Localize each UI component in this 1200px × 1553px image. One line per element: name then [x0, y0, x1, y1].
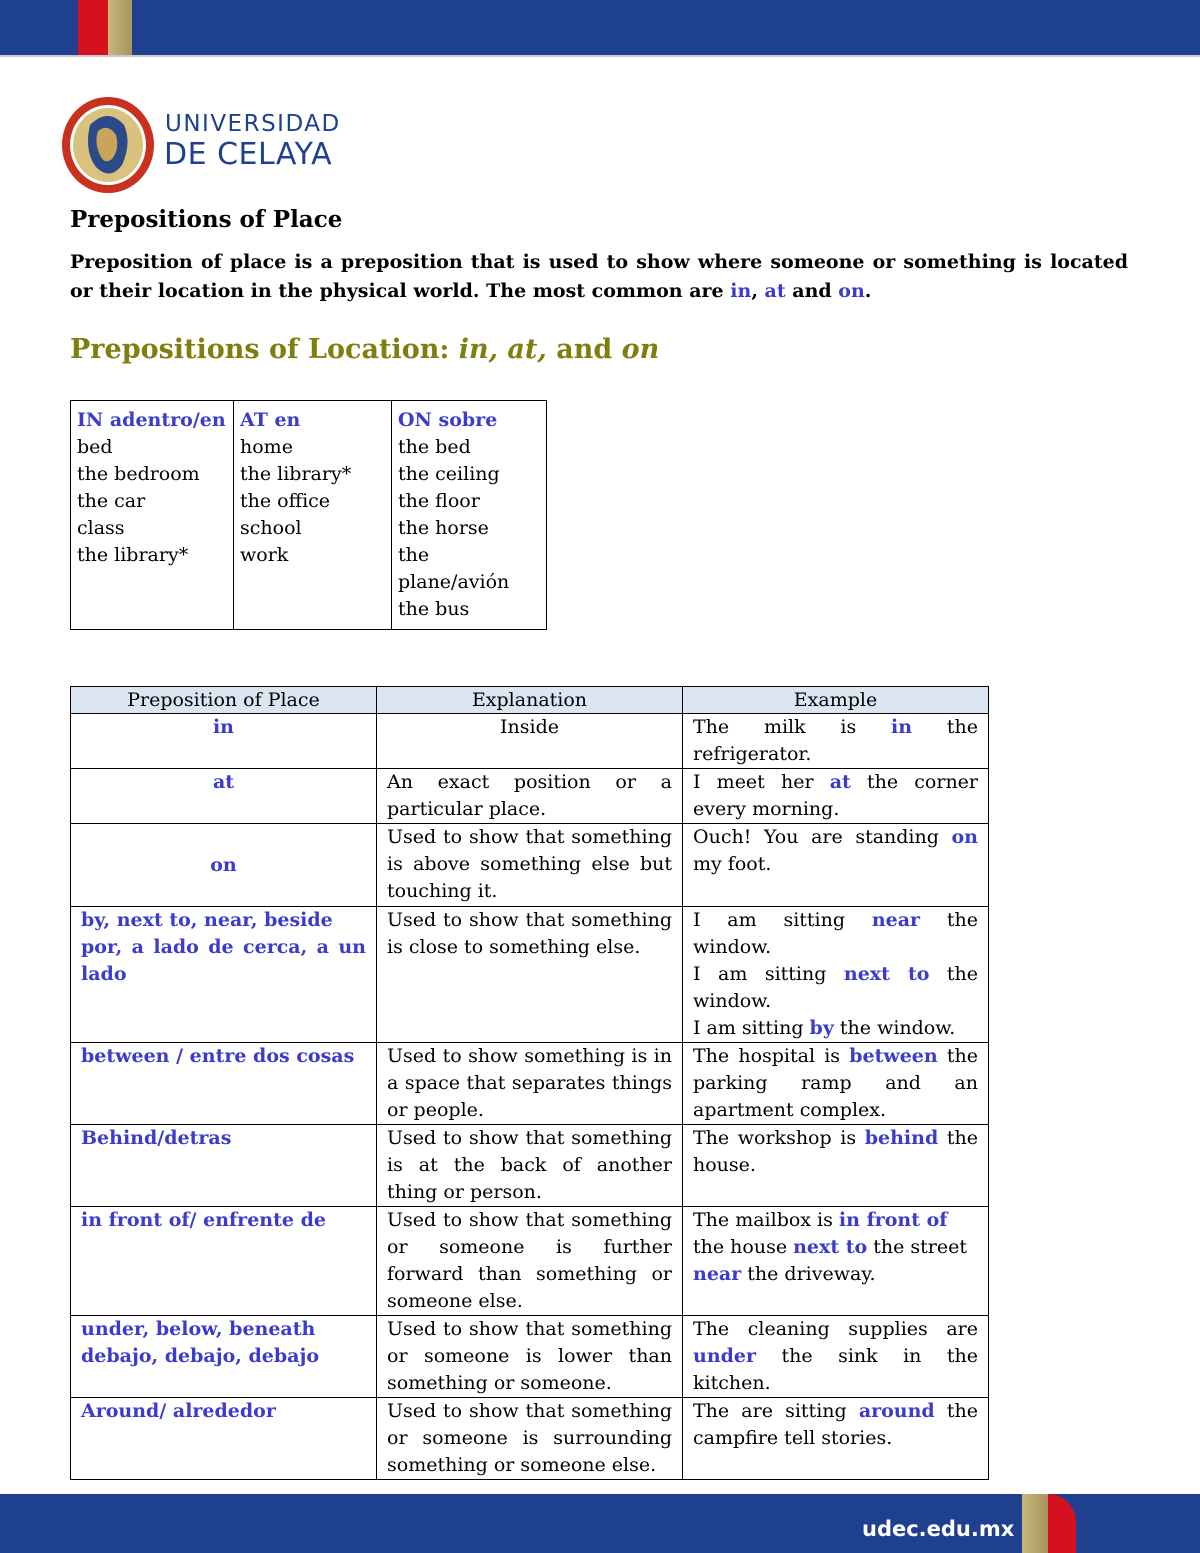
example-text: The milk is	[693, 716, 892, 738]
example-text: my foot.	[693, 853, 772, 875]
example-keyword: between	[849, 1045, 938, 1067]
example-keyword: in	[891, 716, 913, 738]
example-line	[693, 1015, 978, 1042]
location-column-in	[71, 401, 234, 630]
example-line	[693, 961, 978, 1015]
header-gold-stripe	[108, 0, 132, 55]
location-item: the library*	[77, 544, 189, 566]
page-title: Prepositions of Place	[70, 206, 343, 233]
example-text: I meet her	[693, 771, 830, 793]
footer-gold-stripe	[1022, 1494, 1048, 1553]
intro-on: on	[838, 280, 865, 302]
example-line	[693, 1398, 978, 1452]
explanation-cell: Used to show something is in a space that separates things or people.	[377, 1043, 683, 1125]
location-item: the floor	[398, 490, 480, 512]
example-keyword: at	[829, 771, 851, 793]
university-logo	[60, 95, 341, 195]
intro-text: Preposition of place is a preposition that is used to show where someone or something is located or their location in the physical world. The most common are	[70, 251, 1128, 302]
table-row	[71, 824, 989, 907]
example-text: the street	[867, 1236, 967, 1258]
heading-and: and	[546, 334, 622, 365]
heading-at: at,	[507, 334, 547, 365]
explanation-cell: Used to show that something is above something else but touching it.	[377, 824, 683, 907]
table-row	[71, 1398, 989, 1480]
example-line	[693, 1207, 978, 1234]
location-item: the plane/avión	[398, 544, 510, 593]
example-cell	[683, 1125, 989, 1207]
table-row	[71, 714, 989, 769]
example-keyword: near	[693, 1263, 742, 1285]
preposition-text: in front of/ enfrente de	[81, 1209, 326, 1231]
intro-and: and	[785, 280, 839, 302]
preposition-cell	[71, 1043, 377, 1125]
heading-in: in,	[458, 334, 499, 365]
preposition-text: por, a lado de cerca, a un lado	[81, 936, 366, 985]
preposition-cell	[71, 824, 377, 907]
example-text: The workshop is	[693, 1127, 865, 1149]
table-row	[71, 1125, 989, 1207]
location-table	[70, 400, 547, 630]
example-keyword: in front of	[838, 1209, 948, 1231]
preposition-text: debajo, debajo, debajo	[81, 1345, 320, 1367]
intro-at: at	[764, 280, 786, 302]
place-table	[70, 686, 989, 1480]
header-band	[0, 0, 1200, 55]
preposition-cell	[71, 1125, 377, 1207]
footer-url: udec.edu.mx	[862, 1517, 1015, 1541]
preposition-text: in	[212, 716, 235, 738]
header-red-stripe	[78, 0, 108, 55]
footer-band	[0, 1494, 1200, 1553]
location-column-at	[234, 401, 392, 630]
example-cell	[683, 769, 989, 824]
example-text: the corner every morning.	[693, 771, 979, 820]
example-cell	[683, 1043, 989, 1125]
example-keyword: next to	[793, 1236, 868, 1258]
example-cell	[683, 714, 989, 769]
example-text: the window.	[833, 1017, 956, 1039]
explanation-cell: Inside	[377, 714, 683, 769]
preposition-text: Around/ alrededor	[81, 1400, 276, 1422]
example-line	[693, 824, 978, 878]
table-row	[71, 1316, 989, 1398]
heading-prefix: Prepositions of Location:	[70, 334, 459, 365]
preposition-cell	[71, 1398, 377, 1480]
example-line	[693, 1316, 978, 1397]
example-keyword: under	[693, 1345, 757, 1367]
logo-text-universidad: UNIVERSIDAD	[165, 111, 341, 137]
example-text: the sink in the kitchen.	[693, 1345, 978, 1394]
location-item: the horse	[398, 517, 489, 539]
location-item: bed	[77, 436, 113, 458]
location-item: the car	[77, 490, 146, 512]
example-text: I am sitting	[693, 963, 844, 985]
explanation-cell: Used to show that something or someone is further forward than something or someone else.	[377, 1207, 683, 1316]
column-header-preposition: Preposition of Place	[71, 687, 377, 714]
section-heading	[70, 334, 659, 365]
example-text: the parking ramp and an apartment complex.	[693, 1045, 978, 1121]
example-text: Ouch! You are standing	[693, 826, 952, 848]
explanation-cell: Used to show that something or someone is surrounding something or someone else.	[377, 1398, 683, 1480]
explanation-cell: An exact position or a particular place.	[377, 769, 683, 824]
example-keyword: behind	[864, 1127, 939, 1149]
example-text: The cleaning supplies are	[693, 1318, 978, 1340]
preposition-cell	[71, 1316, 377, 1398]
preposition-cell	[71, 1207, 377, 1316]
example-text: The hospital is	[693, 1045, 850, 1067]
example-line	[693, 907, 978, 961]
example-keyword: on	[951, 826, 978, 848]
intro-in: in	[730, 280, 752, 302]
preposition-text: on	[210, 853, 237, 876]
example-text: the window.	[693, 909, 978, 958]
preposition-text: Behind/detras	[81, 1127, 232, 1149]
example-cell	[683, 1207, 989, 1316]
location-column-header: IN adentro/en	[77, 409, 226, 431]
preposition-cell	[71, 714, 377, 769]
example-keyword: next to	[843, 963, 930, 985]
example-cell	[683, 907, 989, 1043]
preposition-text: at	[212, 771, 235, 793]
intro-paragraph	[70, 248, 1128, 306]
preposition-cell	[71, 769, 377, 824]
example-text: the campfire tell stories.	[693, 1400, 978, 1449]
example-text: the house.	[693, 1127, 978, 1176]
location-item: the bus	[398, 598, 470, 620]
heading-on: on	[621, 334, 660, 365]
location-item: class	[77, 517, 125, 539]
explanation-cell: Used to show that something is at the back of another thing or person.	[377, 1125, 683, 1207]
location-column-header: AT en	[240, 409, 301, 431]
example-keyword: near	[871, 909, 921, 931]
location-item: the bed	[398, 436, 471, 458]
location-column-on	[392, 401, 547, 630]
example-text: The mailbox is	[693, 1209, 839, 1231]
logo-text-celaya: DE CELAYA	[164, 137, 333, 172]
intro-comma: ,	[751, 280, 765, 302]
example-text: the house	[693, 1236, 794, 1258]
example-line	[693, 1043, 978, 1124]
table-row	[71, 1043, 989, 1125]
explanation-cell: Used to show that something is close to something else.	[377, 907, 683, 1043]
location-item: home	[240, 436, 293, 458]
preposition-cell	[71, 907, 377, 1043]
table-row	[71, 907, 989, 1043]
example-text: the refrigerator.	[693, 716, 978, 765]
header-divider	[0, 55, 1200, 57]
location-item: the library*	[240, 463, 352, 485]
preposition-text: by, next to, near, beside	[81, 909, 333, 931]
example-line	[693, 1261, 978, 1288]
table-row	[71, 769, 989, 824]
table-row	[71, 1207, 989, 1316]
example-text: the window.	[693, 963, 978, 1012]
column-header-example: Example	[683, 687, 989, 714]
location-item: the office	[240, 490, 331, 512]
example-cell	[683, 1398, 989, 1480]
location-item: work	[240, 544, 289, 566]
example-keyword: around	[858, 1400, 935, 1422]
example-line	[693, 1234, 978, 1261]
preposition-text: between / entre dos cosas	[81, 1045, 355, 1067]
example-cell	[683, 824, 989, 907]
example-text: I am sitting	[693, 909, 872, 931]
example-keyword: by	[809, 1017, 834, 1039]
location-column-header: ON sobre	[398, 409, 498, 431]
location-item: the bedroom	[77, 463, 200, 485]
location-item: the ceiling	[398, 463, 500, 485]
example-line	[693, 1125, 978, 1179]
column-header-explanation: Explanation	[377, 687, 683, 714]
example-line	[693, 714, 978, 768]
place-table-header-row	[71, 687, 989, 714]
explanation-cell: Used to show that something or someone is lower than something or someone.	[377, 1316, 683, 1398]
example-text: I am sitting	[693, 1017, 810, 1039]
example-text: the driveway.	[741, 1263, 876, 1285]
example-cell	[683, 1316, 989, 1398]
preposition-text: under, below, beneath	[81, 1318, 316, 1340]
university-seal-icon	[60, 95, 156, 195]
location-item: school	[240, 517, 302, 539]
intro-period: .	[864, 280, 872, 302]
example-text: The are sitting	[693, 1400, 859, 1422]
example-line	[693, 769, 978, 823]
location-table-row	[71, 401, 547, 630]
